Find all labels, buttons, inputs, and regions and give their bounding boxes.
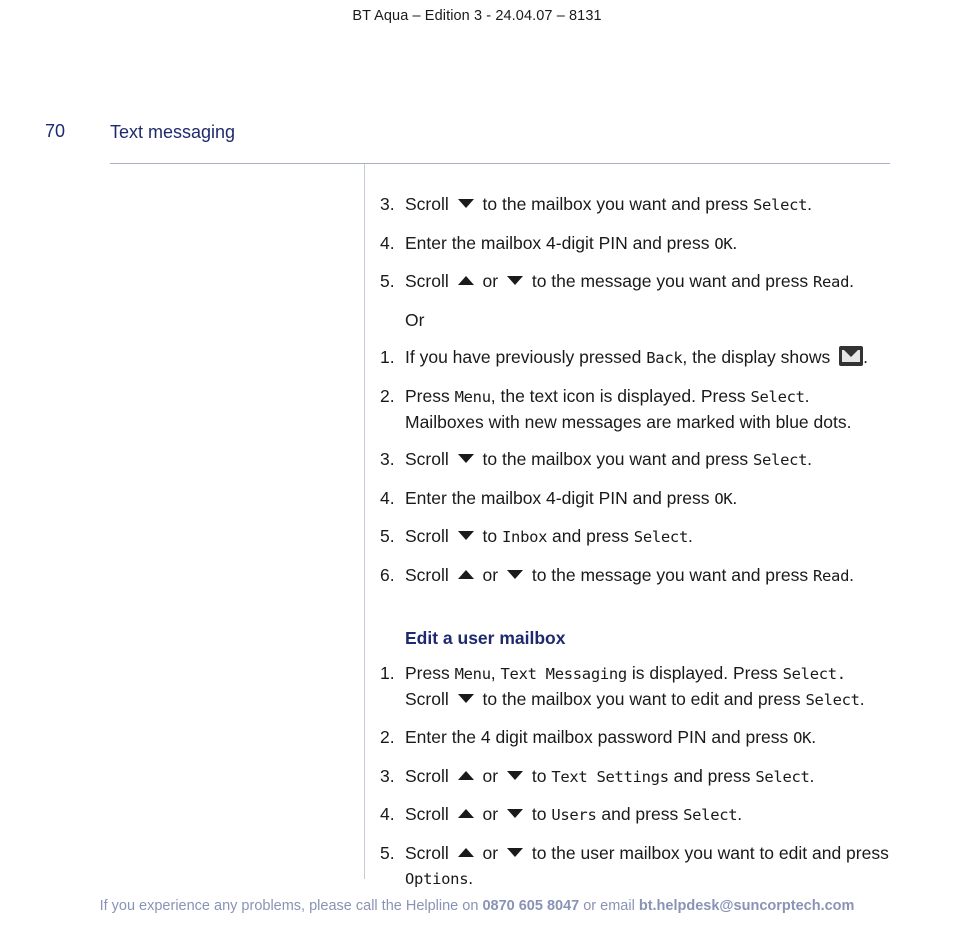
list-item: 5. Scroll to Inbox and press Select. [380,526,693,546]
key-label: Read [812,273,850,291]
up-arrow-icon [458,848,474,857]
down-arrow-icon [458,694,474,703]
or-separator: Or [405,309,425,330]
list-item: 2. Enter the 4 digit mailbox password PIN and press OK. [380,727,817,747]
list-item: 3. Scroll to the mailbox you want and press Select. [380,449,813,469]
key-label: Select [750,387,805,406]
down-arrow-icon [507,848,523,857]
list-item: 4. Enter the mailbox 4-digit PIN and press OK. [380,487,738,508]
list-item: 4. Scroll or to Users and press Select. [380,804,743,824]
key-label: OK [793,729,812,747]
down-arrow-icon [507,276,523,285]
up-arrow-icon [458,771,474,780]
list-item: 2. Press Menu, the text icon is displayed. Press Select. Mailboxes with new messages are marked with blue dots. [380,385,852,432]
subsection-heading: Edit a user mailbox [405,627,566,648]
key-label: Menu [454,387,491,406]
up-arrow-icon [458,570,474,579]
down-arrow-icon [507,809,523,818]
key-label: OK [714,489,733,508]
helpline-footer: If you experience any problems, please call the Helpline on 0870 605 8047 or email bt.helpdesk@suncorptech.com [99,898,855,914]
key-label: Select [805,690,860,709]
instructions-column [380,192,892,904]
key-label: Options [405,869,469,888]
key-label: Text Settings [551,767,669,786]
key-label: Back [646,349,683,367]
key-label: Select [755,767,810,786]
down-arrow-icon [458,454,474,463]
list-item: 1. Press Menu, Text Messaging is displayed. Press Select. Scroll to the mailbox you want to edit and press Select. [380,662,865,709]
down-arrow-icon [507,570,523,579]
page-number: 70 [45,121,66,141]
key-label: Select [633,528,688,546]
list-item: 5. Scroll or to the user mailbox you want to edit and press Options. [380,842,889,888]
key-label: Text Messaging [500,664,627,683]
list-item: 3. Scroll to the mailbox you want and press Select. [380,194,813,214]
up-arrow-icon [458,276,474,285]
list-item: 5. Scroll or to the message you want and press Read. [380,271,854,291]
list-item: 1. If you have previously pressed Back, the display shows . [380,347,869,367]
key-label: Inbox [502,528,548,546]
list-item: 3. Scroll or to Text Settings and press Select. [380,765,815,786]
key-label: Select [683,806,738,824]
list-item: 4. Enter the mailbox 4-digit PIN and press OK. [380,232,738,253]
down-arrow-icon [458,199,474,208]
list-item: 6. Scroll or to the message you want and press Read. [380,564,854,585]
header-rule [110,163,890,164]
section-title: Text messaging [110,122,236,142]
up-arrow-icon [458,809,474,818]
edition-header: BT Aqua – Edition 3 - 24.04.07 – 8131 [352,8,602,24]
key-label: Menu [454,664,491,683]
key-label: Select [752,196,808,214]
helpline-phone: 0870 605 8047 [482,898,580,914]
helpdesk-email: bt.helpdesk@suncorptech.com [638,898,855,914]
key-label: Read [812,566,850,585]
envelope-icon [839,346,863,366]
key-label: OK [714,234,733,253]
column-divider [364,164,365,879]
key-label: Select [752,451,808,469]
down-arrow-icon [458,531,474,540]
key-label: Select. [782,664,846,683]
key-label: Users [551,806,597,824]
down-arrow-icon [507,771,523,780]
